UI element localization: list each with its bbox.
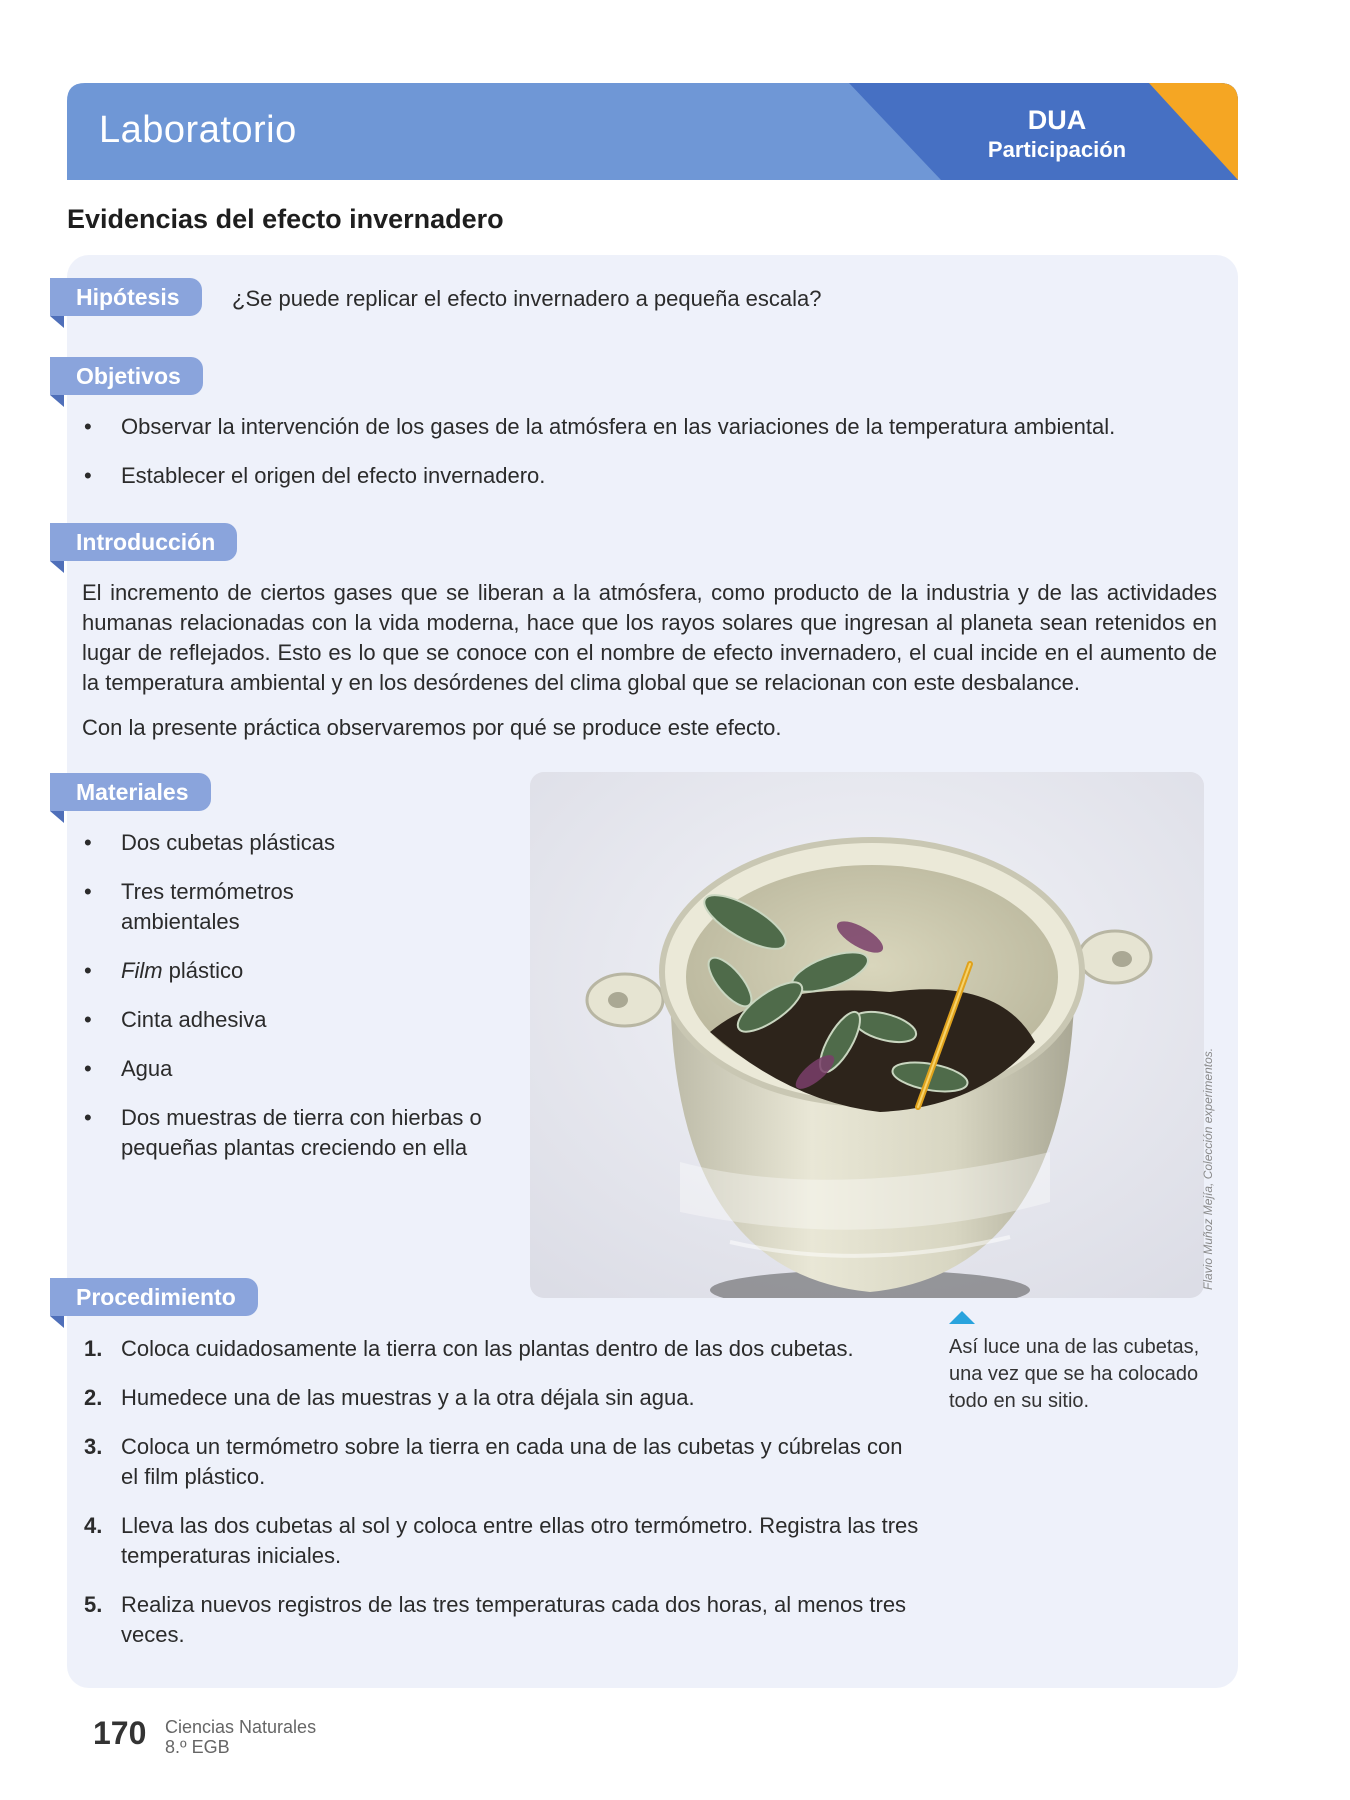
tab-fold [50, 561, 64, 573]
dua-subtitle: Participación [987, 137, 1127, 162]
tab-fold [50, 316, 64, 328]
intro-paragraph-2: Con la presente práctica observaremos por qué se produce este efecto. [82, 715, 782, 740]
list-item: • Cinta adhesiva [84, 1007, 267, 1032]
procedure-step: 4. Lleva las dos cubetas al sol y coloca entre ellas otro termómetro. Registra las tres temperaturas iniciales. [84, 1513, 919, 1568]
section-title: Laboratorio [99, 109, 297, 151]
tab-introduccion: Introducción [50, 523, 237, 561]
photo-credit: Flavio Muñoz Mejía, Colección experimentos. [1201, 1047, 1215, 1290]
subject-label: Ciencias Naturales [165, 1717, 317, 1737]
procedure-step: 3. Coloca un termómetro sobre la tierra en cada una de las cubetas y cúbrelas con el film plástico. [84, 1434, 903, 1489]
list-item: • Dos cubetas plásticas [84, 830, 335, 855]
hypothesis-text: ¿Se puede replicar el efecto invernadero a pequeña escala? [232, 286, 822, 311]
procedure-step: 5. Realiza nuevos registros de las tres temperaturas cada dos horas, al menos tres veces. [84, 1592, 907, 1647]
header-banner [67, 83, 1238, 180]
list-item: • Dos muestras de tierra con hierbas o pequeñas plantas creciendo en ella [84, 1105, 482, 1160]
tab-materiales: Materiales [50, 773, 211, 811]
tab-hipotesis: Hipótesis [50, 278, 202, 316]
page-title: Evidencias del efecto invernadero [67, 204, 504, 234]
page-number: 170 [93, 1715, 147, 1751]
tab-fold [50, 1316, 64, 1328]
photo-caption: Así luce una de las cubetas, una vez que se ha colocado todo en su sitio. [949, 1336, 1200, 1412]
procedure-list [82, 1334, 922, 1650]
list-item: • Film plástico [84, 958, 244, 983]
list-item: • Tres termómetros ambientales [84, 879, 294, 934]
grade-label: 8.º EGB [165, 1737, 230, 1757]
tab-fold [50, 395, 64, 407]
experiment-photo [530, 772, 1204, 1298]
list-item: • Agua [84, 1056, 173, 1081]
objectives-list [82, 412, 1202, 491]
dua-label: DUA [1027, 105, 1087, 135]
caption-pointer-icon [949, 1311, 975, 1324]
pot-illustration [530, 772, 1204, 1298]
materials-list [82, 828, 502, 1163]
tab-procedimiento: Procedimiento [50, 1278, 258, 1316]
procedure-step: 2. Humedece una de las muestras y a la otra déjala sin agua. [84, 1385, 695, 1410]
book-info [165, 1717, 316, 1757]
intro-paragraph: El incremento de ciertos gases que se liberan a la atmósfera, como producto de la industria y de las actividades humanas relacionadas con la vida moderna, hace que los rayos solares que ingresan al planeta sean retenidos en lugar de reflejados. Esto es lo que se conoce con el nombre de efecto invernadero, el cual incide en el aumento de la temperatura ambiental y en los desórdenes del clima global que se relacionan con este desbalance. [82, 580, 1217, 695]
tab-fold [50, 811, 64, 823]
list-item: • Establecer el origen del efecto invernadero. [84, 463, 546, 488]
tab-objetivos: Objetivos [50, 357, 203, 395]
list-item: • Observar la intervención de los gases de la atmósfera en las variaciones de la temperatura ambiental. [84, 414, 1116, 439]
procedure-step: 1. Coloca cuidadosamente la tierra con las plantas dentro de las dos cubetas. [84, 1336, 854, 1361]
